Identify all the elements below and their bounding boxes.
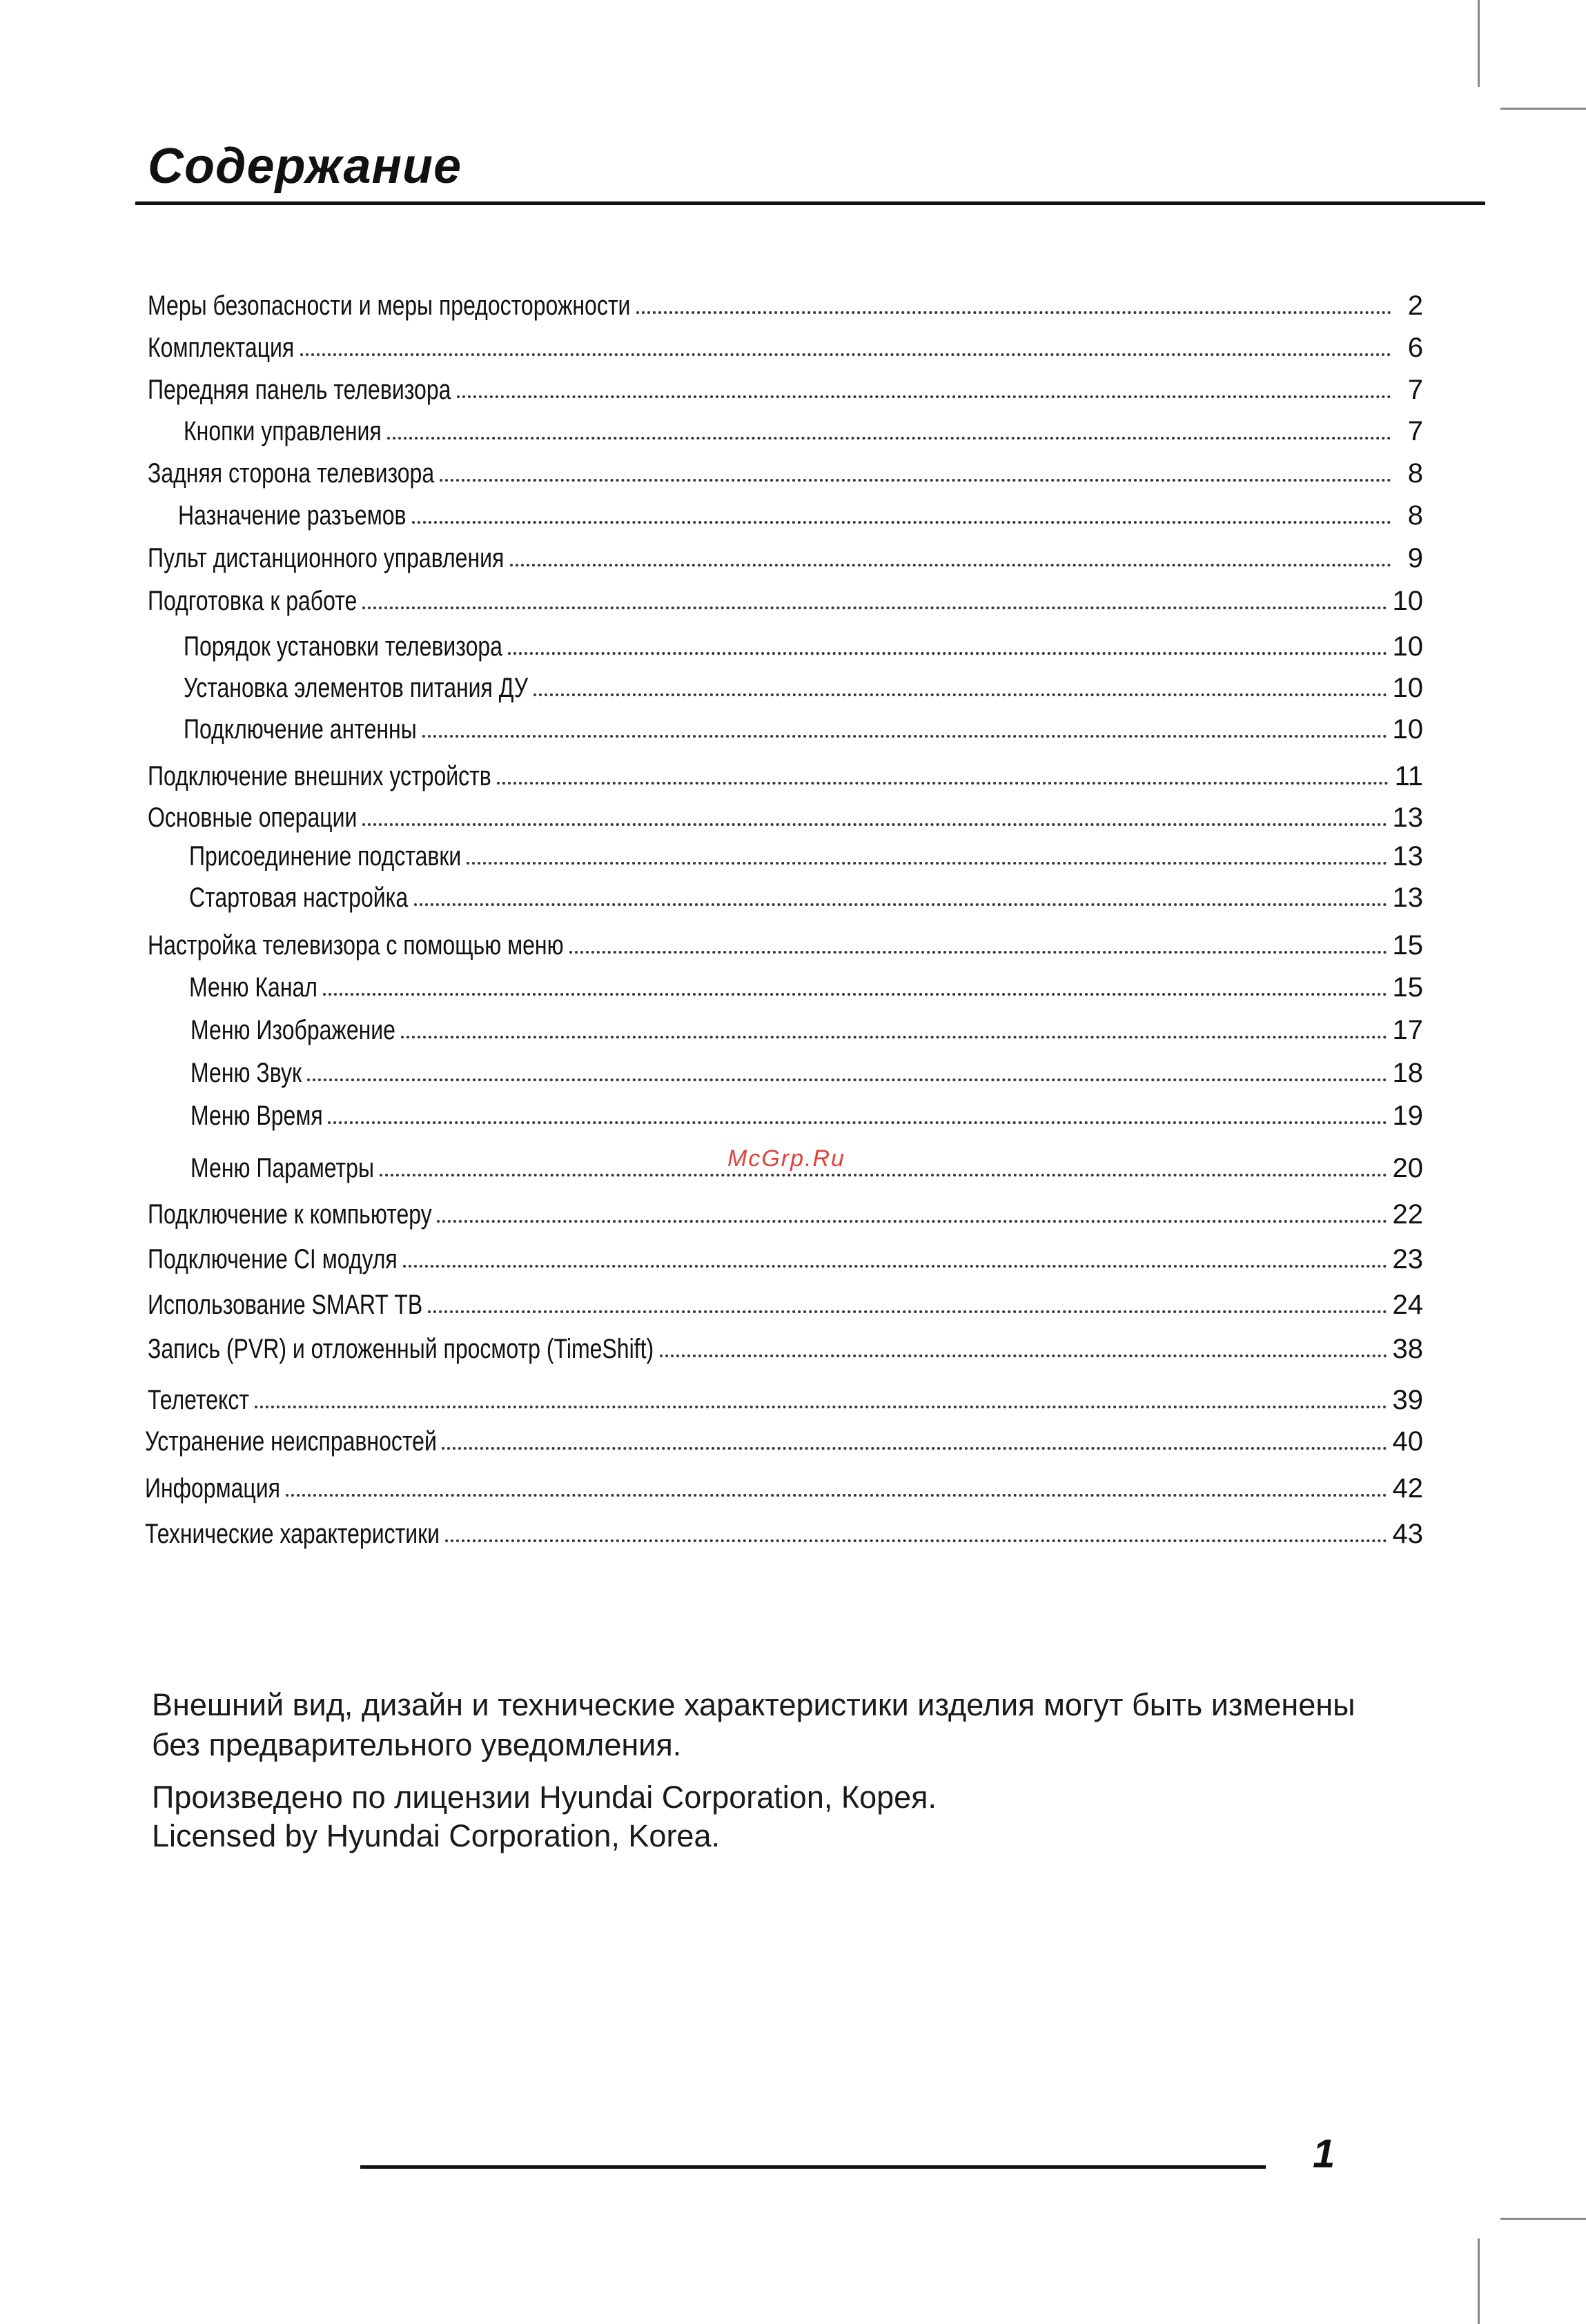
toc-entry[interactable] <box>148 367 1423 406</box>
toc-entry[interactable] <box>189 875 1423 914</box>
toc-entry[interactable] <box>148 451 1423 489</box>
toc-entry-page: 10 <box>1392 631 1423 662</box>
toc-dot-leader <box>387 437 1391 440</box>
toc-entry-page: 10 <box>1392 673 1423 703</box>
toc-entry-page: 15 <box>1392 972 1423 1003</box>
toc-entry[interactable] <box>148 1326 1423 1365</box>
toc-entry[interactable] <box>189 965 1423 1003</box>
toc-entry-title: Подключение CI модуля <box>148 1244 398 1274</box>
toc-entry-title: Основные операции <box>148 802 358 833</box>
toc-entry-page: 11 <box>1394 761 1423 791</box>
toc-dot-leader <box>457 395 1391 398</box>
crop-mark-bottom-horizontal <box>1500 2218 1586 2220</box>
toc-dot-leader <box>497 782 1389 785</box>
toc-entry-title: Информация <box>145 1473 280 1504</box>
toc-dot-leader <box>414 903 1387 906</box>
toc-dot-leader <box>437 1220 1387 1223</box>
toc-entry-page: 13 <box>1392 883 1423 913</box>
toc-entry-title: Пульт дистанционного управления <box>148 543 505 573</box>
toc-entry-title: Технические характеристики <box>145 1519 440 1549</box>
toc-entry-title: Передняя панель телевизора <box>148 375 451 405</box>
toc-entry[interactable] <box>148 325 1423 364</box>
toc-entry-title: Настройка телевизора с помощью меню <box>148 930 564 961</box>
toc-entry-page: 13 <box>1392 802 1423 833</box>
disclaimer-line-1: Внешний вид, дизайн и технические характеристики изделия могут быть изменены <box>152 1687 1355 1722</box>
toc-entry-page: 40 <box>1392 1426 1423 1457</box>
license-ru: Произведено по лицензии Hyundai Corporation, Корея. <box>152 1780 937 1815</box>
toc-entry-title: Назначение разъемов <box>178 500 407 531</box>
toc-entry[interactable] <box>184 665 1423 704</box>
toc-dot-leader <box>442 1447 1387 1450</box>
toc-entry-page: 13 <box>1392 841 1423 872</box>
toc-entry-page: 6 <box>1407 333 1423 363</box>
toc-entry-page: 18 <box>1392 1058 1423 1088</box>
toc-entry[interactable] <box>148 535 1423 574</box>
toc-dot-leader <box>533 693 1387 696</box>
toc-entry-page: 23 <box>1392 1244 1423 1274</box>
toc-entry-page: 8 <box>1407 500 1423 531</box>
toc-entry[interactable] <box>189 834 1423 872</box>
toc-dot-leader <box>403 1265 1387 1268</box>
toc-entry-title: Телетекст <box>148 1385 249 1415</box>
toc-dot-leader <box>445 1539 1387 1542</box>
toc-dot-leader <box>412 521 1391 524</box>
toc-entry-page: 42 <box>1392 1473 1423 1504</box>
disclaimer-line-2: без предварительного уведомления. <box>152 1727 682 1762</box>
toc-entry[interactable] <box>148 1237 1423 1275</box>
toc-dot-leader <box>300 353 1391 356</box>
toc-entry[interactable] <box>148 795 1423 834</box>
toc-entry-page: 43 <box>1392 1519 1423 1549</box>
toc-entry[interactable] <box>178 493 1423 531</box>
toc-entry-title: Запись (PVR) и отложенный просмотр (TimeShift) <box>148 1334 654 1364</box>
toc-entry-title: Установка элементов питания ДУ <box>184 673 529 703</box>
toc-dot-leader <box>286 1494 1387 1497</box>
toc-entry-page: 17 <box>1392 1015 1423 1045</box>
toc-entry-page: 38 <box>1392 1334 1423 1364</box>
title-divider <box>135 201 1485 205</box>
toc-entry[interactable] <box>148 283 1423 322</box>
footer-divider <box>360 2165 1266 2169</box>
toc-entry-page: 10 <box>1392 586 1423 616</box>
toc-entry-title: Подключение внешних устройств <box>148 761 491 791</box>
toc-dot-leader <box>422 735 1387 738</box>
toc-entry-title: Использование SMART ТВ <box>148 1290 423 1320</box>
toc-entry[interactable] <box>145 1511 1423 1550</box>
toc-entry-title: Меню Звук <box>190 1058 302 1088</box>
toc-dot-leader <box>428 1310 1387 1313</box>
toc-entry[interactable] <box>148 1192 1423 1230</box>
toc-entry-title: Кнопки управления <box>184 416 382 446</box>
toc-dot-leader <box>510 564 1391 567</box>
toc-dot-leader <box>660 1355 1387 1357</box>
page-title: Содержание <box>148 139 462 194</box>
toc-dot-leader <box>467 862 1387 865</box>
toc-dot-leader <box>323 993 1387 996</box>
toc-entry-title: Меню Изображение <box>190 1015 395 1045</box>
crop-mark-bottom-vertical <box>1478 2238 1480 2324</box>
toc-entry-page: 22 <box>1392 1199 1423 1230</box>
toc-entry-page: 15 <box>1392 930 1423 961</box>
toc-entry[interactable] <box>145 1419 1423 1457</box>
toc-dot-leader <box>380 1174 1387 1176</box>
license-en: Licensed by Hyundai Corporation, Korea. <box>152 1818 720 1853</box>
toc-dot-leader <box>362 823 1387 826</box>
toc-entry-page: 2 <box>1407 290 1423 321</box>
toc-entry-title: Устранение неисправностей <box>145 1426 437 1457</box>
page-number: 1 <box>1313 2131 1335 2176</box>
watermark-text: McGrp.Ru <box>727 1145 845 1172</box>
toc-entry-title: Стартовая настройка <box>189 883 409 913</box>
toc-dot-leader <box>328 1121 1387 1124</box>
toc-entry[interactable] <box>148 923 1423 961</box>
toc-entry-page: 39 <box>1392 1385 1423 1415</box>
toc-entry-title: Меню Канал <box>189 972 317 1003</box>
toc-entry-page: 19 <box>1392 1101 1423 1131</box>
toc-dot-leader <box>307 1079 1387 1081</box>
toc-entry-title: Меню Время <box>190 1101 323 1131</box>
toc-entry[interactable] <box>190 1093 1423 1132</box>
toc-entry-page: 8 <box>1407 458 1423 489</box>
toc-dot-leader <box>440 479 1391 482</box>
toc-dot-leader <box>508 652 1387 655</box>
toc-entry-page: 10 <box>1392 714 1423 745</box>
toc-entry-title: Присоединение подставки <box>189 841 462 872</box>
crop-mark-top-vertical <box>1478 0 1480 87</box>
toc-entry-title: Подключение к компьютеру <box>148 1199 432 1230</box>
toc-entry-page: 9 <box>1407 543 1423 573</box>
toc-dot-leader <box>401 1036 1387 1038</box>
toc-entry-title: Задняя сторона телевизора <box>148 458 435 489</box>
toc-entry-page: 24 <box>1392 1290 1423 1320</box>
toc-dot-leader <box>636 311 1391 314</box>
toc-entry[interactable] <box>148 578 1423 617</box>
toc-entry[interactable] <box>148 1377 1423 1416</box>
toc-entry[interactable] <box>190 1050 1423 1089</box>
toc-entry-title: Меню Параметры <box>190 1153 374 1183</box>
toc-entry-title: Меры безопасности и меры предосторожности <box>148 290 631 321</box>
toc-entry-title: Комплектация <box>148 333 295 363</box>
toc-entry[interactable] <box>145 1466 1423 1504</box>
toc-entry[interactable] <box>184 624 1423 662</box>
toc-entry-page: 20 <box>1392 1153 1423 1183</box>
toc-dot-leader <box>569 951 1387 954</box>
toc-dot-leader <box>362 607 1387 609</box>
toc-entry[interactable] <box>184 408 1423 447</box>
toc-entry-page: 7 <box>1407 375 1423 405</box>
toc-entry-title: Подготовка к работе <box>148 586 358 616</box>
crop-mark-top-horizontal <box>1500 108 1586 110</box>
toc-entry-title: Порядок установки телевизора <box>184 631 502 662</box>
toc-entry[interactable] <box>190 1007 1423 1046</box>
toc-entry-title: Подключение антенны <box>184 714 417 745</box>
toc-entry[interactable] <box>184 707 1423 745</box>
toc-entry[interactable] <box>148 754 1423 792</box>
toc-entry[interactable] <box>148 1282 1423 1321</box>
toc-dot-leader <box>255 1406 1387 1408</box>
toc-entry-page: 7 <box>1407 416 1423 446</box>
